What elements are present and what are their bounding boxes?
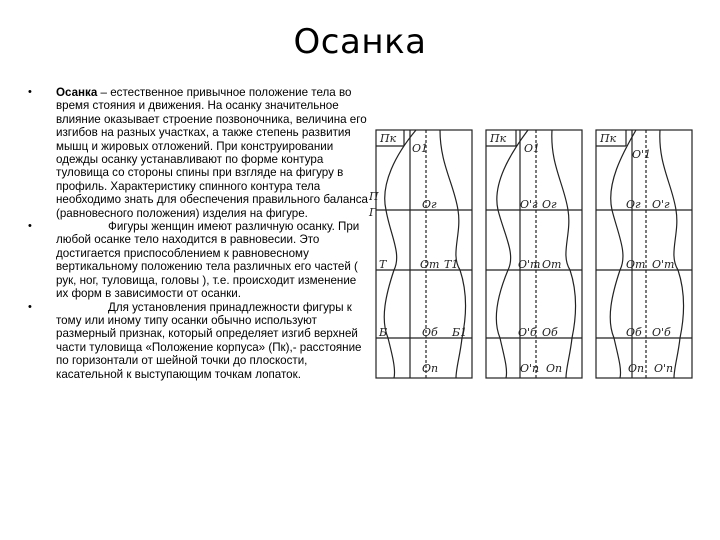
point-label: Об xyxy=(626,326,642,339)
point-label: Ог xyxy=(542,198,557,211)
bullet-marker: • xyxy=(28,220,32,233)
bullet-item xyxy=(28,220,368,300)
point-label: О'т xyxy=(518,258,541,271)
body-contour xyxy=(384,130,416,378)
body-contour xyxy=(660,130,684,378)
slide-title: Осанка xyxy=(293,22,427,62)
bullet-text: – естественное привычное положение тела во время стояния и движения. На осанку значительное влияние оказывает строение позвоночника, величина его изгибов на разных участках, а также степень развития мышц и жировых отложений. При конструировании одежды осанку устанавливают по форме контура туловища со стороны спины при взгляде на фигуру в профиль. Характеристику спинного контура тела необходимо знать для обеспечения правильного баланса (равновесного положения) изделия на фигуре. xyxy=(56,86,369,220)
side-label: Б xyxy=(379,326,388,339)
bullet-text: Фигуры женщин имеют различную осанку. При любой осанке тело находится в равновесии. Это достигается приспособлением к равновесному вертикальному положению тела различных его частей ( рук, ног, туловища, головы ), т.е. происходит изменение их форм в зависимости от осанки. xyxy=(56,220,360,301)
point-label: Оп xyxy=(628,362,645,375)
point-label: О'1 xyxy=(632,148,652,161)
panel-frame xyxy=(376,130,472,378)
point-label: О'б xyxy=(518,326,537,339)
point-label: Об xyxy=(542,326,558,339)
point-label: Ог xyxy=(626,198,641,211)
bullet-text: Для установления принадлежности фигуры к тому или иному типу осанки обычно используют размерный признак, который определяет изгиб верхней части туловища «Положение корпуса» (Пк),- расстояние по горизонтали от шейной точки до плоскости, касательной к выступающим точкам лопаток. xyxy=(56,300,362,381)
panel-frame xyxy=(596,130,692,378)
body-contour xyxy=(496,130,528,378)
body-contour xyxy=(552,130,576,378)
point-label: Ог xyxy=(422,198,437,211)
side-label: Т xyxy=(379,258,387,271)
point-label: О1 xyxy=(524,142,541,155)
bullet-marker: • xyxy=(28,86,32,98)
point-label: От xyxy=(626,258,646,271)
bullet-marker: • xyxy=(28,300,32,313)
point-label: Оп xyxy=(422,362,439,375)
point-label: Пк xyxy=(380,132,397,145)
side-label: Г xyxy=(369,206,377,219)
point-label: О1 xyxy=(412,142,429,155)
point-label: О'г xyxy=(520,198,538,211)
point-label: О'п xyxy=(654,362,674,375)
point-label: О'т xyxy=(652,258,675,271)
point-label: Пк xyxy=(600,132,617,145)
point-label: Оп xyxy=(546,362,563,375)
point-label: О'п xyxy=(520,362,540,375)
point-label: О'г xyxy=(652,198,670,211)
bullet-item xyxy=(28,301,368,381)
body-contour xyxy=(440,130,466,378)
point-label: Об xyxy=(422,326,438,339)
point-label: От xyxy=(420,258,440,271)
point-label: Пк xyxy=(490,132,507,145)
posture-diagram xyxy=(370,124,700,384)
point-label: Б1 xyxy=(452,326,468,339)
bullet-list xyxy=(28,86,368,381)
point-label: Т1 xyxy=(444,258,459,271)
term-label: Осанка xyxy=(56,86,98,99)
point-label: От xyxy=(542,258,562,271)
point-label: О'б xyxy=(652,326,671,339)
side-label: П xyxy=(369,190,379,203)
bullet-item xyxy=(28,86,368,220)
